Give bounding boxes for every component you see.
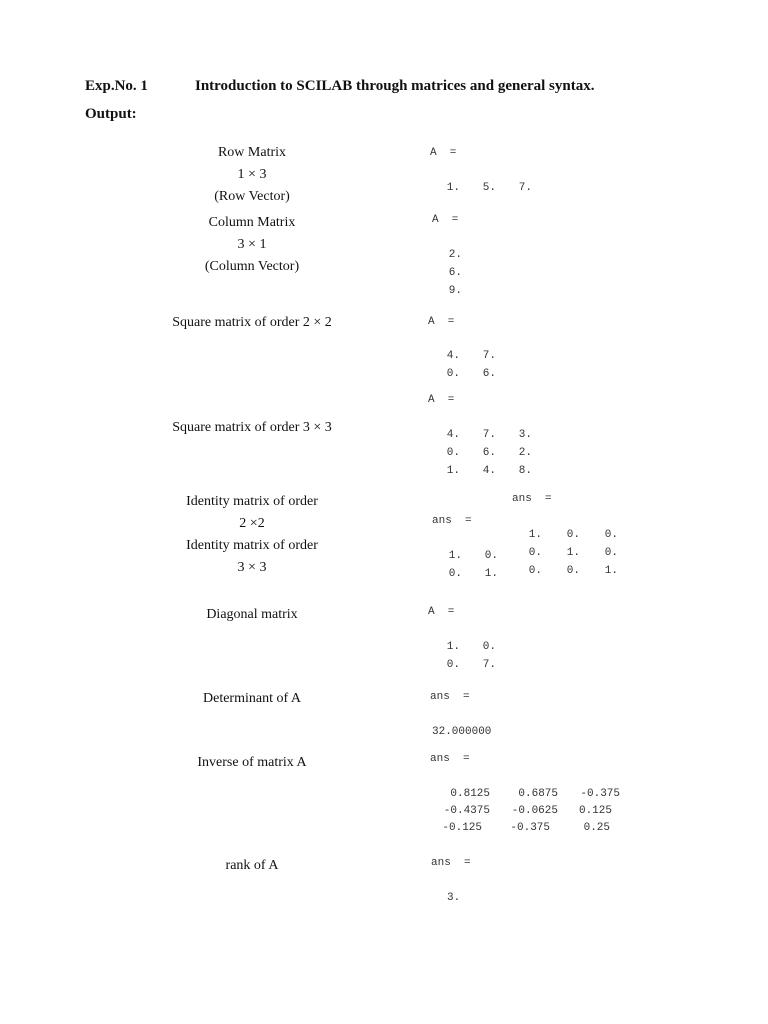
experiment-number: Exp.No. 1 bbox=[85, 78, 148, 94]
matrix-cell: 7. bbox=[482, 429, 496, 441]
inverse-label: Inverse of matrix A bbox=[197, 755, 307, 770]
matrix-cell: 0. bbox=[566, 529, 580, 541]
matrix-cell: -0.0625 bbox=[511, 805, 558, 817]
matrix-cell: 1. bbox=[446, 465, 460, 477]
identity-label bbox=[152, 491, 352, 579]
matrix-cell: 1. bbox=[484, 568, 498, 580]
inverse-var: ans = bbox=[430, 753, 470, 765]
matrix-cell: 0. bbox=[484, 550, 498, 562]
identity3-title: Identity matrix of order bbox=[186, 538, 318, 553]
matrix-cell: 0.6875 bbox=[518, 788, 558, 800]
matrix-cell: -0.375 bbox=[510, 822, 550, 834]
output-label: Output: bbox=[85, 106, 137, 122]
matrix-cell: 3. bbox=[518, 429, 532, 441]
matrix-cell: -0.125 bbox=[442, 822, 482, 834]
matrix-cell: 0. bbox=[482, 641, 496, 653]
row-matrix-note: (Row Vector) bbox=[214, 189, 290, 204]
rank-var: ans = bbox=[431, 857, 471, 869]
matrix-cell: 1. bbox=[446, 641, 460, 653]
matrix-cell: 0. bbox=[528, 565, 542, 577]
matrix-cell: -0.375 bbox=[580, 788, 620, 800]
matrix-cell: 6. bbox=[448, 267, 462, 279]
matrix-cell: 8. bbox=[518, 465, 532, 477]
matrix-cell: 4. bbox=[446, 429, 460, 441]
rank-value: 3. bbox=[447, 892, 461, 904]
matrix-cell: 6. bbox=[482, 368, 496, 380]
matrix-cell: 0.25 bbox=[583, 822, 610, 834]
column-matrix-note: (Column Vector) bbox=[204, 259, 300, 274]
determinant-var: ans = bbox=[430, 691, 470, 703]
matrix-cell: 1. bbox=[566, 547, 580, 559]
diagonal-label: Diagonal matrix bbox=[206, 607, 298, 622]
matrix-cell: -0.4375 bbox=[443, 805, 490, 817]
matrix-cell: 0. bbox=[604, 547, 618, 559]
identity2-title: Identity matrix of order bbox=[186, 494, 318, 509]
matrix-cell: 4. bbox=[482, 465, 496, 477]
matrix-cell: 0. bbox=[566, 565, 580, 577]
matrix-cell: 5. bbox=[482, 182, 496, 194]
row-matrix-title: Row Matrix bbox=[217, 145, 287, 160]
matrix-cell: 7. bbox=[482, 659, 496, 671]
square2-label: Square matrix of order 2 × 2 bbox=[172, 315, 332, 330]
square3-var: A = bbox=[428, 394, 455, 406]
identity2-var: ans = bbox=[432, 515, 472, 527]
square2-var: A = bbox=[428, 316, 455, 328]
row-matrix-label bbox=[152, 142, 352, 208]
row-matrix-var: A = bbox=[430, 147, 457, 159]
matrix-cell: 0. bbox=[446, 447, 460, 459]
matrix-cell: 0.8125 bbox=[450, 788, 490, 800]
diagonal-var: A = bbox=[428, 606, 455, 618]
column-matrix-size: 3 × 1 bbox=[237, 237, 267, 252]
identity2-size: 2 ×2 bbox=[239, 516, 265, 531]
identity3-size: 3 × 3 bbox=[237, 560, 267, 575]
column-matrix-label bbox=[152, 212, 352, 278]
matrix-cell: 0.125 bbox=[578, 805, 612, 817]
matrix-cell: 6. bbox=[482, 447, 496, 459]
matrix-cell: 7. bbox=[518, 182, 532, 194]
matrix-cell: 1. bbox=[446, 182, 460, 194]
row-matrix-size: 1 × 3 bbox=[237, 167, 267, 182]
determinant-value: 32.000000 bbox=[432, 726, 492, 738]
matrix-cell: 0. bbox=[528, 547, 542, 559]
matrix-cell: 7. bbox=[482, 350, 496, 362]
column-matrix-var: A = bbox=[432, 214, 459, 226]
matrix-cell: 0. bbox=[446, 659, 460, 671]
matrix-cell: 4. bbox=[446, 350, 460, 362]
matrix-cell: 2. bbox=[518, 447, 532, 459]
matrix-cell: 0. bbox=[446, 368, 460, 380]
column-matrix-title: Column Matrix bbox=[208, 215, 296, 230]
experiment-title: Introduction to SCILAB through matrices and general syntax. bbox=[195, 78, 595, 94]
rank-label: rank of A bbox=[225, 858, 279, 873]
matrix-cell: 0. bbox=[448, 568, 462, 580]
matrix-cell: 1. bbox=[604, 565, 618, 577]
matrix-cell: 1. bbox=[528, 529, 542, 541]
matrix-cell: 1. bbox=[448, 550, 462, 562]
matrix-cell: 2. bbox=[448, 249, 462, 261]
matrix-cell: 0. bbox=[604, 529, 618, 541]
identity3-var: ans = bbox=[512, 493, 552, 505]
matrix-cell: 9. bbox=[448, 285, 462, 297]
determinant-label: Determinant of A bbox=[203, 691, 301, 706]
square3-label: Square matrix of order 3 × 3 bbox=[172, 420, 332, 435]
